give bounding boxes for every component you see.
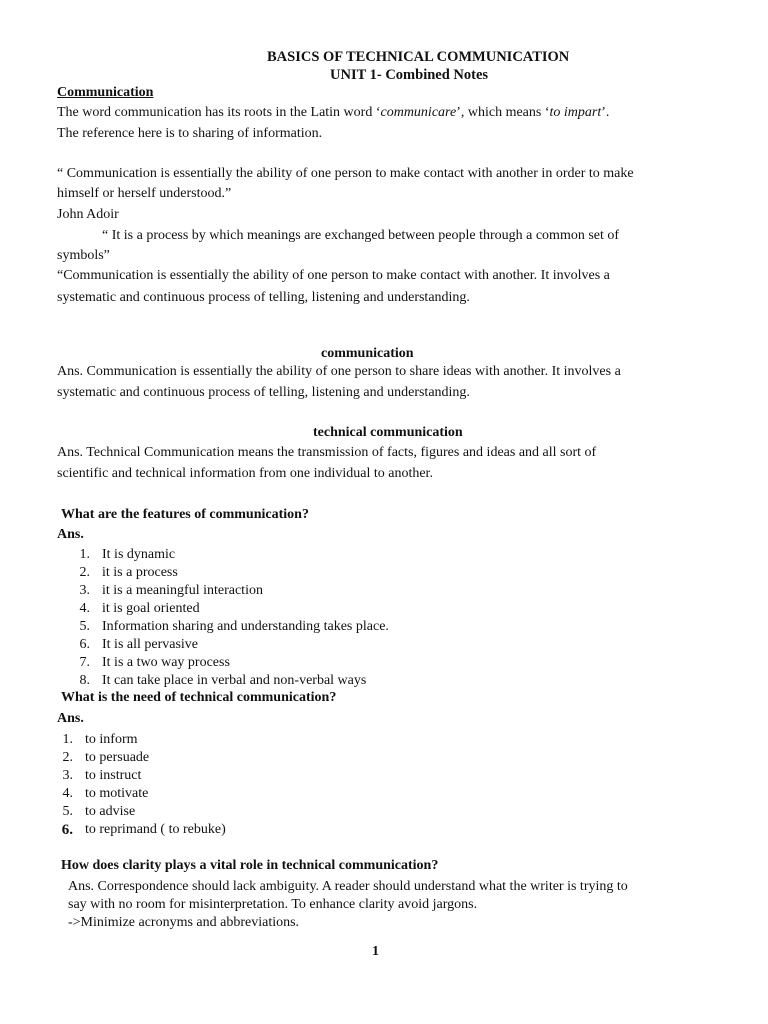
list-item-number: 1. (79, 547, 90, 562)
latin-meaning: to impart (549, 105, 602, 120)
page-number: 1 (372, 944, 379, 959)
list-item-text: to inform (85, 732, 138, 747)
list-item-number: 6. (79, 637, 90, 652)
clarity-ans-line-2: say with no room for misinterpretation. To enhance clarity avoid jargons. (68, 897, 478, 912)
list-item-text: it is goal oriented (102, 601, 200, 616)
clarity-question: How does clarity plays a vital role in technical communication? (61, 858, 439, 873)
intro-text-c: ’. (601, 105, 610, 120)
list-item-number: 7. (79, 655, 90, 670)
section-heading-communication-ans: communication (321, 346, 414, 361)
list-item-text: It is all pervasive (102, 637, 199, 652)
communication-ans-line-1: Ans. Communication is essentially the ability of one person to share ideas with another. It involves a (57, 364, 621, 379)
list-item-text: Information sharing and understanding takes place. (102, 619, 389, 634)
quote-1-line-1: “ Communication is essentially the ability of one person to make contact with another in order to make (57, 166, 634, 181)
list-item-number: 3. (62, 768, 73, 783)
quote-3-line-1: “Communication is essentially the ability of one person to make contact with another. It involves a (57, 268, 610, 283)
list-item-number: 2. (79, 565, 90, 580)
clarity-ans-line-3: ->Minimize acronyms and abbreviations. (68, 915, 300, 930)
quote-2-line-1: “ It is a process by which meanings are exchanged between people through a common set of (102, 228, 620, 243)
intro-line-1 (57, 106, 609, 120)
section-heading-technical-communication: technical communication (313, 425, 463, 440)
page-title: BASICS OF TECHNICAL COMMUNICATION (267, 49, 570, 65)
list-item-number: 4. (79, 601, 90, 616)
quote-2-line-2: symbols” (57, 248, 110, 263)
list-item-number: 5. (62, 804, 73, 819)
list-item-text: it is a process (102, 565, 178, 580)
list-item-number: 6. (61, 822, 73, 838)
need-question: What is the need of technical communication? (61, 690, 337, 705)
clarity-ans-line-1: Ans. Correspondence should lack ambiguity. A reader should understand what the writer is trying to (68, 879, 628, 894)
technical-ans-line-1: Ans. Technical Communication means the transmission of facts, figures and ideas and all sort of (57, 445, 597, 460)
list-item-text: It can take place in verbal and non-verbal ways (102, 673, 367, 688)
features-ans-label: Ans. (57, 527, 84, 542)
list-item-number: 5. (79, 619, 90, 634)
list-item-text: to advise (85, 804, 136, 819)
list-item-text: to motivate (85, 786, 149, 801)
list-item-number: 2. (62, 750, 73, 765)
intro-text-a: The word communication has its roots in the Latin word ‘ (57, 105, 381, 120)
list-item-text: it is a meaningful interaction (102, 583, 263, 598)
list-item-text: It is a two way process (102, 655, 230, 670)
list-item-number: 4. (62, 786, 73, 801)
technical-ans-line-2: scientific and technical information from one individual to another. (57, 466, 433, 481)
section-heading-communication: Communication (57, 85, 154, 100)
intro-text-b: ’, which means ‘ (456, 105, 550, 120)
list-item-number: 3. (79, 583, 90, 598)
need-ans-label: Ans. (57, 711, 84, 726)
communication-ans-line-2: systematic and continuous process of telling, listening and understanding. (57, 385, 470, 400)
list-item-text: to instruct (85, 768, 142, 783)
quote-1-author: John Adoir (57, 207, 119, 222)
list-item-text: to reprimand ( to rebuke) (85, 822, 226, 837)
features-question: What are the features of communication? (61, 507, 309, 522)
list-item-number: 1. (62, 732, 73, 747)
list-item-text: to persuade (85, 750, 150, 765)
latin-term: communicare (380, 105, 457, 120)
quote-3-line-2: systematic and continuous process of telling, listening and understanding. (57, 290, 470, 305)
list-item-text: It is dynamic (102, 547, 176, 562)
quote-1-line-2: himself or herself understood.” (57, 186, 232, 201)
page-subtitle: UNIT 1- Combined Notes (330, 67, 489, 83)
intro-line-2: The reference here is to sharing of information. (57, 126, 323, 141)
list-item-number: 8. (79, 673, 90, 688)
